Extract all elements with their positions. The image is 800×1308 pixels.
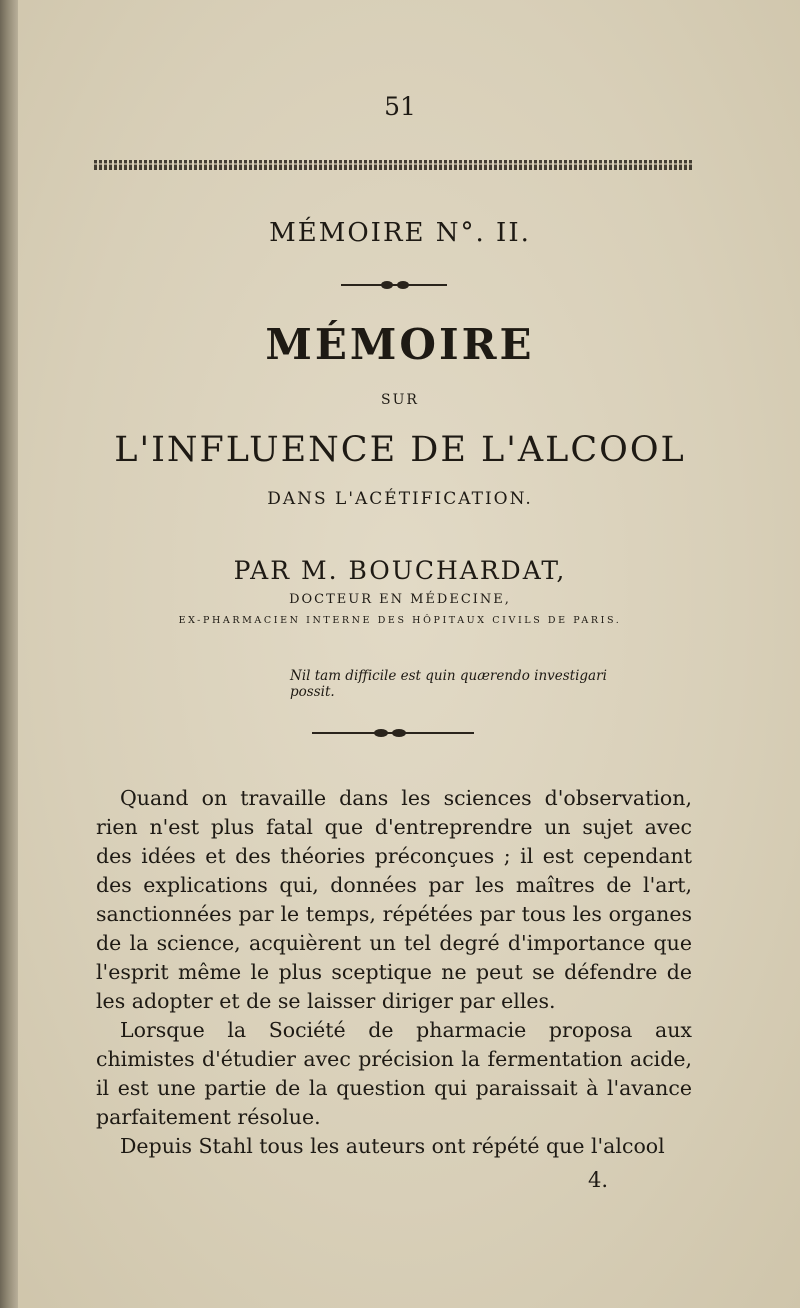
subject-line: L'INFLUENCE DE L'ALCOOL bbox=[114, 430, 686, 470]
ornamental-header-rule bbox=[94, 160, 694, 170]
author-position: EX-PHARMACIEN INTERNE DES HÔPITAUX CIVILS DE PARIS. bbox=[178, 615, 622, 626]
title: MÉMOIRE bbox=[265, 320, 535, 369]
epigraph: Nil tam difficile est quin quærendo investigari possit. bbox=[290, 668, 607, 700]
decorative-divider bbox=[341, 280, 447, 290]
title-connector: SUR bbox=[381, 392, 419, 408]
book-spine-shadow bbox=[0, 0, 18, 1308]
memoire-number-heading: MÉMOIRE N°. II. bbox=[269, 218, 531, 248]
author-degree: DOCTEUR EN MÉDECINE, bbox=[289, 592, 511, 607]
paragraph: Quand on travaille dans les sciences d'observation, rien n'est plus fatal que d'entreprendre un sujet avec des idées et des théories préconçues ; il est cependant des explications qui, données par les maîtres de l'art, sanctionnées par le temps, répétées par tous les organes de la science, acquièrent un tel degré d'importance que l'esprit même le plus sceptique ne peut se défendre de les adopter et de se laisser diriger par elles. bbox=[96, 786, 692, 1013]
body-text bbox=[96, 784, 692, 1161]
author-name: PAR M. BOUCHARDAT, bbox=[233, 556, 567, 585]
signature-mark: 4. bbox=[588, 1168, 609, 1192]
decorative-divider bbox=[312, 728, 474, 738]
paragraph: Depuis Stahl tous les auteurs ont répété que l'alcool bbox=[120, 1134, 665, 1158]
page-number: 51 bbox=[384, 92, 416, 121]
paragraph: Lorsque la Société de pharmacie proposa aux chimistes d'étudier avec précision la fermentation acide, il est une partie de la question qui paraissait à l'avance parfaitement résolue. bbox=[96, 1018, 692, 1129]
subject-line-2: DANS L'ACÉTIFICATION. bbox=[267, 489, 533, 509]
